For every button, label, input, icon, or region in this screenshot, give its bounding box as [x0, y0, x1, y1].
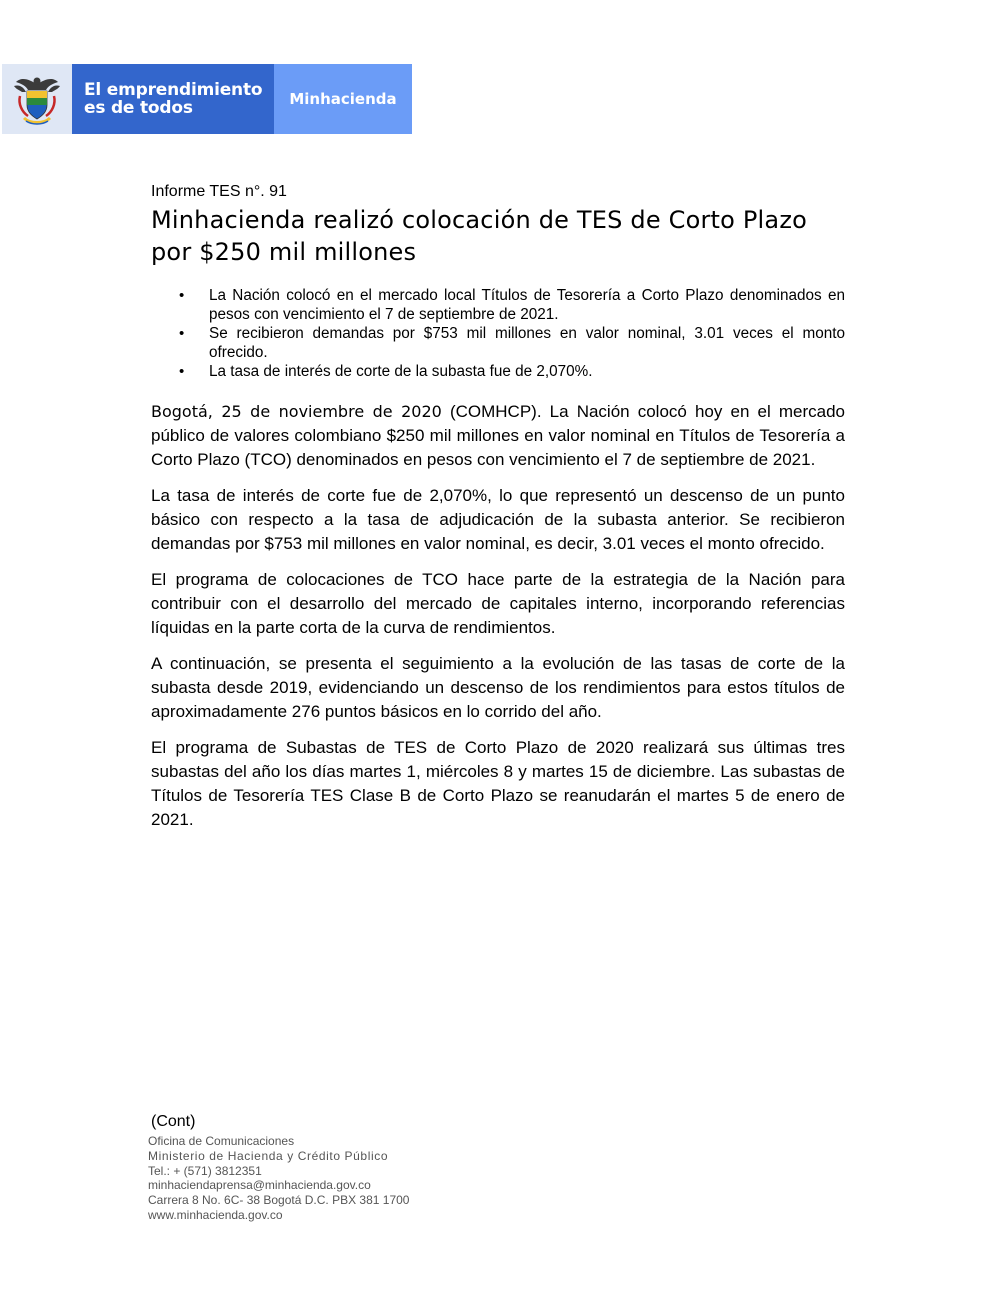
- slogan: [84, 81, 262, 117]
- slogan-line-1: El emprendimiento: [84, 80, 263, 100]
- paragraph-1-text: (COMHCP). La Nación colocó hoy en el mercado público de valores colombiano $250 mil millones en valor nominal en Títulos de Tesorería a Corto Plazo (TCO) denominados en pesos con vencimiento el 7 de septiembre de 2021.: [151, 402, 846, 469]
- crest-box: [2, 64, 72, 134]
- banner-brand-panel: [274, 64, 412, 134]
- footer-office: Oficina de Comunicaciones: [148, 1134, 295, 1148]
- press-release: [151, 182, 845, 832]
- header-banner: [2, 64, 412, 134]
- paragraph-4: A continuación, se presenta el seguimiento a la evolución de las tasas de corte de la subasta desde 2019, evidenciando un descenso de los rendimientos para estos títulos de aproximadamente 276 puntos básicos en lo corrido del año.: [151, 654, 845, 721]
- dateline: Bogotá, 25 de noviembre de 2020: [151, 402, 442, 421]
- list-item: • La tasa de interés de corte de la subasta fue de 2,070%.: [151, 362, 845, 381]
- paragraph-5: El programa de Subastas de TES de Corto Plazo de 2020 realizará sus últimas tres subastas del año los días martes 1, miércoles 8 y martes 15 de diciembre. Las subastas de Títulos de Tesorería TES Clase B de Corto Plazo se reanudarán el martes 5 de enero de 2021.: [151, 738, 845, 829]
- list-item: • La Nación colocó en el mercado local Títulos de Tesorería a Corto Plazo denominados en pesos con vencimiento el 7 de septiembre de 2021.: [151, 286, 845, 324]
- footer-phone: Tel.: + (571) 3812351: [148, 1163, 262, 1178]
- footer-address: Carrera 8 No. 6C- 38 Bogotá D.C. PBX 381 1700: [148, 1193, 410, 1208]
- colombia-coat-of-arms-icon: [12, 72, 62, 126]
- report-number: Informe TES n°. 91: [151, 183, 287, 200]
- list-item: • Se recibieron demandas por $753 mil millones en valor nominal, 3.01 veces el monto ofrecido.: [151, 324, 845, 362]
- paragraph-3: El programa de colocaciones de TCO hace parte de la estrategia de la Nación para contribuir con el desarrollo del mercado de capitales interno, incorporando referencias líquidas en la parte corta de la curva de rendimientos.: [151, 570, 845, 637]
- footer-contact: [148, 1134, 409, 1223]
- highlights-list: [151, 286, 845, 381]
- page-title: Minhacienda realizó colocación de TES de Corto Plazo por $250 mil millones: [151, 206, 807, 266]
- footer-website: www.minhacienda.gov.co: [148, 1207, 283, 1222]
- paragraph-2: La tasa de interés de corte fue de 2,070%, lo que representó un descenso de un punto básico con respecto a la tasa de adjudicación de la subasta anterior. Se recibieron demandas por $753 mil millones en valor nominal, es decir, 3.01 veces el monto ofrecido.: [151, 486, 845, 553]
- banner-slogan-panel: [2, 64, 274, 134]
- footer-email: minhaciendaprensa@minhacienda.gov.co: [148, 1178, 371, 1193]
- slogan-line-2: es de todos: [84, 98, 193, 118]
- paragraph-1: [151, 400, 845, 472]
- continuation-marker: (Cont): [151, 1113, 196, 1130]
- brand-name: Minhacienda: [289, 90, 397, 108]
- footer-ministry: Ministerio de Hacienda y Crédito Público: [148, 1148, 389, 1163]
